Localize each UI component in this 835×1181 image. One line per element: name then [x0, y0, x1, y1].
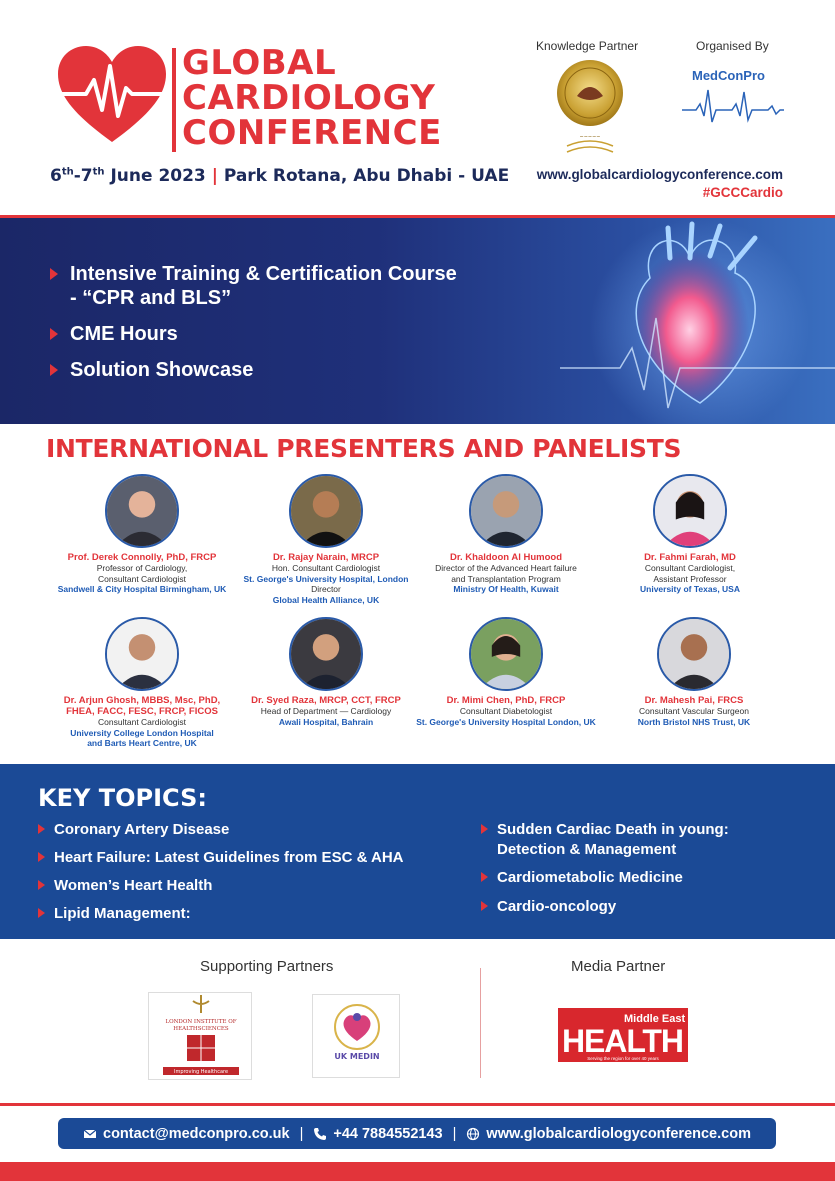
hero-banner — [0, 218, 835, 424]
presenter-card — [226, 617, 426, 727]
person-icon — [107, 619, 177, 689]
presenter-role: Consultant Cardiologist — [98, 717, 186, 727]
avatar — [469, 474, 543, 548]
supporting-partners-label: Supporting Partners — [200, 958, 334, 975]
topic-text: Heart Failure: Latest Guidelines from ESC & AHA — [54, 849, 404, 866]
avatar — [653, 474, 727, 548]
presenter-organisation: North Bristol NHS Trust, UK — [637, 716, 751, 727]
presenter-role: Consultant Cardiologist, — [644, 563, 736, 573]
hero-item-showcase — [50, 358, 457, 382]
bullet-arrow-icon — [481, 824, 488, 834]
key-topics-title: KEY TOPICS: — [38, 784, 207, 812]
avatar — [289, 617, 363, 691]
presenter-organisation: University College London Hospital — [70, 727, 214, 738]
presenter-role: Professor of Cardiology, — [96, 563, 188, 573]
anatomical-heart-image-icon — [560, 218, 835, 424]
presenter-role: Consultant Cardiologist — [98, 573, 186, 584]
contact-separator: | — [299, 1125, 304, 1142]
avatar — [657, 617, 731, 691]
topic-item — [38, 876, 212, 896]
avatar — [105, 617, 179, 691]
presenter-organisation: Global Health Alliance, UK — [272, 594, 380, 605]
presenter-name: Dr. Mimi Chen, PhD, FRCP — [446, 695, 566, 706]
bullet-arrow-icon — [38, 824, 45, 834]
presenter-organisation: Ministry Of Health, Kuwait — [453, 584, 559, 594]
presenter-role: Director of the Advanced Heart failure — [435, 563, 577, 573]
bullet-arrow-icon — [50, 268, 58, 280]
middle-east-health-logo — [558, 1008, 688, 1062]
hero-item-text: Intensive Training & Certification Course — [70, 263, 457, 285]
venue: Park Rotana, Abu Dhabi - UAE — [217, 166, 510, 186]
hero-bullet-list — [50, 262, 457, 394]
lihs-logo — [148, 992, 252, 1080]
logo-divider — [172, 48, 176, 152]
person-icon — [655, 476, 725, 546]
presenter-card — [406, 617, 606, 727]
person-icon — [471, 476, 541, 546]
conference-logo-text — [182, 43, 442, 153]
hero-item-text: - “CPR and BLS” — [70, 287, 232, 309]
knowledge-partner-seal-icon — [555, 58, 625, 158]
presenter-name: Dr. Fahmi Farah, MD — [644, 552, 736, 563]
globe-icon — [466, 1127, 480, 1141]
topic-item — [38, 904, 191, 924]
bullet-arrow-icon — [481, 901, 488, 911]
lihs-tagline: Improving Healthcare — [173, 1069, 229, 1075]
date-venue-separator: | — [211, 166, 218, 186]
person-icon — [471, 619, 541, 689]
presenter-organisation: St. George's University Hospital, London — [243, 573, 409, 584]
svg-text:~~~~~: ~~~~~ — [579, 134, 601, 140]
presenter-role: Hon. Consultant Cardiologist — [271, 563, 381, 573]
person-icon — [291, 476, 361, 546]
hero-item-cpr — [50, 286, 457, 310]
header — [0, 0, 835, 218]
ukmedin-name: UK MEDIN — [334, 1052, 380, 1061]
person-icon — [291, 619, 361, 689]
presenter-card — [226, 474, 426, 605]
contact-separator: | — [452, 1125, 457, 1142]
organised-by-label: Organised By — [696, 39, 769, 53]
topic-item — [481, 820, 729, 860]
bullet-arrow-icon — [50, 364, 58, 376]
date-day2: -7 — [73, 166, 93, 186]
footer-divider — [0, 1103, 835, 1106]
topic-text: Sudden Cardiac Death in young: — [497, 821, 729, 838]
person-icon — [659, 619, 729, 689]
hero-item-cme — [50, 322, 457, 346]
ukmedin-heart-icon — [313, 995, 401, 1079]
ukmedin-logo — [312, 994, 400, 1078]
ecg-line-icon — [682, 86, 784, 124]
topic-text: Lipid Management: — [54, 905, 191, 922]
presenter-name: Dr. Khaldoon Al Humood — [449, 552, 563, 563]
presenter-card — [594, 617, 794, 727]
contact-email[interactable]: contact@medconpro.co.uk — [103, 1125, 290, 1142]
email-icon — [83, 1127, 97, 1141]
meh-line2: HEALTH — [562, 1023, 684, 1059]
contact-phone[interactable]: +44 7884552143 — [333, 1125, 443, 1142]
bullet-arrow-icon — [38, 852, 45, 862]
presenter-role: Consultant Vascular Surgeon — [639, 706, 749, 716]
presenter-name: Dr. Rajay Narain, MRCP — [272, 552, 380, 563]
topic-text: Cardiometabolic Medicine — [497, 869, 683, 886]
date-month-year: June 2023 — [104, 166, 212, 186]
presenter-organisation: and Barts Heart Centre, UK — [87, 738, 197, 748]
heart-logo-icon — [56, 44, 168, 144]
meh-line1: Middle East — [624, 1013, 686, 1025]
bullet-arrow-icon — [50, 328, 58, 340]
phone-icon — [313, 1127, 327, 1141]
organiser-logo-text: MedConPro — [692, 68, 765, 83]
logo-line-2: CARDIOLOGY — [182, 78, 436, 118]
presenter-name: Dr. Mahesh Pai, FRCS — [644, 695, 744, 706]
bullet-arrow-icon — [481, 872, 488, 882]
header-website[interactable]: www.globalcardiologyconference.com — [536, 167, 783, 182]
presenter-organisation: University of Texas, USA — [640, 584, 740, 594]
presenter-organisation: St. George's University Hospital London, UK — [416, 716, 596, 727]
presenter-role: and Transplantation Program — [451, 573, 561, 584]
contact-bar — [58, 1118, 776, 1149]
contact-website[interactable]: www.globalcardiologyconference.com — [486, 1125, 751, 1142]
footer-bar — [0, 1162, 835, 1181]
date-sup2: th — [92, 166, 105, 178]
avatar — [105, 474, 179, 548]
topic-text: Coronary Artery Disease — [54, 821, 230, 838]
lihs-name-line2: HEALTHSCIENCES — [173, 1026, 229, 1032]
meh-wordmark-icon — [558, 1008, 688, 1062]
presenters-section-title: INTERNATIONAL PRESENTERS AND PANELISTS — [46, 434, 682, 463]
topic-item — [481, 897, 616, 917]
topic-text: Women’s Heart Health — [54, 877, 213, 894]
avatar — [469, 617, 543, 691]
topic-item — [38, 848, 404, 868]
media-partner-label: Media Partner — [571, 958, 666, 975]
topic-text: Detection & Management — [497, 841, 677, 858]
key-topics-section — [0, 764, 835, 939]
date-day1: 6 — [50, 166, 62, 186]
topic-item — [481, 868, 683, 888]
presenter-name: Prof. Derek Connolly, PhD, FRCP — [67, 552, 217, 563]
presenter-role: Head of Department — Cardiology — [260, 706, 392, 716]
presenter-organisation: Sandwell & City Hospital Birmingham, UK — [57, 584, 227, 594]
presenter-name: Dr. Syed Raza, MRCP, CCT, FRCP — [251, 695, 401, 706]
knowledge-partner-label: Knowledge Partner — [536, 39, 639, 53]
avatar — [289, 474, 363, 548]
event-date-venue — [50, 166, 509, 186]
presenter-role: Director — [311, 584, 341, 594]
hero-item-text: Solution Showcase — [70, 359, 254, 381]
presenter-card — [590, 474, 790, 595]
meh-tagline: Serving the region for over 40 years — [587, 1056, 659, 1061]
topic-text: Cardio-oncology — [497, 898, 617, 915]
date-sup1: th — [61, 166, 74, 178]
logo-line-3: CONFERENCE — [182, 113, 442, 153]
partners-divider — [480, 968, 481, 1078]
presenter-role: Assistant Professor — [653, 573, 727, 584]
lihs-name-line1: LONDON INSTITUTE OF — [165, 1019, 237, 1025]
bullet-arrow-icon — [38, 880, 45, 890]
hero-item-training — [50, 262, 457, 286]
presenter-card — [42, 617, 242, 749]
bullet-arrow-icon — [38, 908, 45, 918]
person-icon — [107, 476, 177, 546]
header-hashtag: #GCCCardio — [702, 185, 783, 200]
logo-line-1: GLOBAL — [182, 43, 337, 83]
presenter-card — [406, 474, 606, 595]
presenter-name: Dr. Arjun Ghosh, MBBS, Msc, PhD, — [63, 695, 221, 706]
topic-item — [38, 820, 229, 840]
presenter-role: Consultant Diabetologist — [459, 706, 553, 716]
presenter-organisation: Awali Hospital, Bahrain — [278, 716, 374, 727]
caduceus-icon — [149, 993, 253, 1081]
presenter-card — [42, 474, 242, 595]
hero-item-text: CME Hours — [70, 323, 178, 345]
presenter-credentials: FHEA, FACC, FESC, FRCP, FICOS — [66, 706, 218, 717]
